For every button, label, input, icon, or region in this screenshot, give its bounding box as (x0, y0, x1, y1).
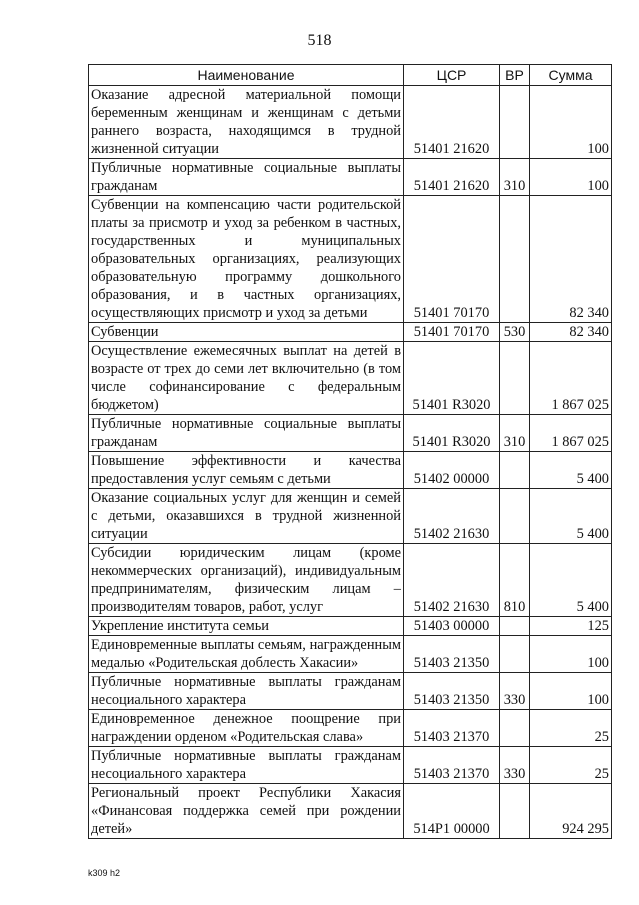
row-vr (500, 636, 530, 673)
row-vr: 330 (500, 673, 530, 710)
row-name: Публичные нормативные социальные выплаты гражданам (89, 415, 404, 452)
row-code: 51403 21370 (404, 747, 500, 784)
row-sum: 100 (530, 673, 612, 710)
row-code: 51403 00000 (404, 617, 500, 636)
header-name: Наименование (89, 65, 404, 86)
row-vr: 810 (500, 544, 530, 617)
table-row (89, 452, 612, 489)
table-row (89, 86, 612, 159)
page-number: 518 (307, 32, 332, 49)
row-name: Осуществление ежемесячных выплат на детей в возрасте от трех до семи лет включительно (в том числе софинансирование с федеральным бюджетом) (89, 342, 404, 415)
row-name: Оказание социальных услуг для женщин и семей с детьми, оказавшихся в трудной жизненной ситуации (89, 489, 404, 544)
row-vr: 330 (500, 747, 530, 784)
table-row (89, 342, 612, 415)
row-sum: 125 (530, 617, 612, 636)
table-header-row (89, 65, 612, 86)
row-code: 51403 21370 (404, 710, 500, 747)
table-row (89, 544, 612, 617)
table-row (89, 710, 612, 747)
footer-code: k309 h2 (88, 868, 121, 878)
row-vr (500, 196, 530, 323)
row-name: Региональный проект Республики Хакасия «Финансовая поддержка семей при рождении детей» (89, 784, 404, 839)
table-row (89, 673, 612, 710)
row-name: Субсидии юридическим лицам (кроме некоммерческих организаций), индивидуальным предпринимателям, физическим лицам – производителям товаров, работ, услуг (89, 544, 404, 617)
table-row (89, 323, 612, 342)
row-vr (500, 452, 530, 489)
row-code: 51401 21620 (404, 86, 500, 159)
row-sum: 1 867 025 (530, 342, 612, 415)
row-code: 514P1 00000 (404, 784, 500, 839)
table-row (89, 489, 612, 544)
row-name: Повышение эффективности и качества предоставления услуг семьям с детьми (89, 452, 404, 489)
row-vr (500, 710, 530, 747)
row-vr (500, 86, 530, 159)
row-code: 51401 70170 (404, 323, 500, 342)
header-code: ЦСР (404, 65, 500, 86)
row-sum: 25 (530, 710, 612, 747)
row-name: Единовременное денежное поощрение при награждении орденом «Родительская слава» (89, 710, 404, 747)
row-code: 51403 21350 (404, 636, 500, 673)
row-name: Единовременные выплаты семьям, награжденным медалью «Родительская доблесть Хакасии» (89, 636, 404, 673)
table-row (89, 159, 612, 196)
table-row (89, 415, 612, 452)
row-sum: 5 400 (530, 452, 612, 489)
row-code: 51403 21350 (404, 673, 500, 710)
row-code: 51402 21630 (404, 544, 500, 617)
row-code: 51401 R3020 (404, 415, 500, 452)
row-name: Публичные нормативные выплаты гражданам несоциального характера (89, 673, 404, 710)
row-sum: 5 400 (530, 489, 612, 544)
row-vr: 310 (500, 159, 530, 196)
header-sum: Сумма (530, 65, 612, 86)
row-sum: 100 (530, 636, 612, 673)
row-name: Публичные нормативные выплаты гражданам несоциального характера (89, 747, 404, 784)
row-vr (500, 489, 530, 544)
row-code: 51402 21630 (404, 489, 500, 544)
row-sum: 100 (530, 86, 612, 159)
row-name: Публичные нормативные социальные выплаты гражданам (89, 159, 404, 196)
row-sum: 924 295 (530, 784, 612, 839)
table-row (89, 784, 612, 839)
row-code: 51401 R3020 (404, 342, 500, 415)
table-row (89, 196, 612, 323)
budget-table (88, 64, 612, 839)
row-sum: 82 340 (530, 323, 612, 342)
row-name: Субвенции (89, 323, 404, 342)
row-name: Субвенции на компенсацию части родительской платы за присмотр и уход за ребенком в частных, государственных и муниципальных образовательных организациях, реализующих образовательную программу дошкольного образования, и в частных организациях, осуществляющих присмотр и уход за детьми (89, 196, 404, 323)
row-sum: 25 (530, 747, 612, 784)
row-sum: 82 340 (530, 196, 612, 323)
row-sum: 1 867 025 (530, 415, 612, 452)
row-vr (500, 342, 530, 415)
row-vr: 310 (500, 415, 530, 452)
table-row (89, 636, 612, 673)
row-name: Укрепление института семьи (89, 617, 404, 636)
table-row (89, 617, 612, 636)
row-code: 51401 70170 (404, 196, 500, 323)
row-code: 51402 00000 (404, 452, 500, 489)
row-sum: 5 400 (530, 544, 612, 617)
row-vr (500, 617, 530, 636)
table-row (89, 747, 612, 784)
row-code: 51401 21620 (404, 159, 500, 196)
row-name: Оказание адресной материальной помощи беременным женщинам и женщинам с детьми раннего возраста, находящимся в трудной жизненной ситуации (89, 86, 404, 159)
row-vr (500, 784, 530, 839)
row-vr: 530 (500, 323, 530, 342)
header-vr: ВР (500, 65, 530, 86)
row-sum: 100 (530, 159, 612, 196)
